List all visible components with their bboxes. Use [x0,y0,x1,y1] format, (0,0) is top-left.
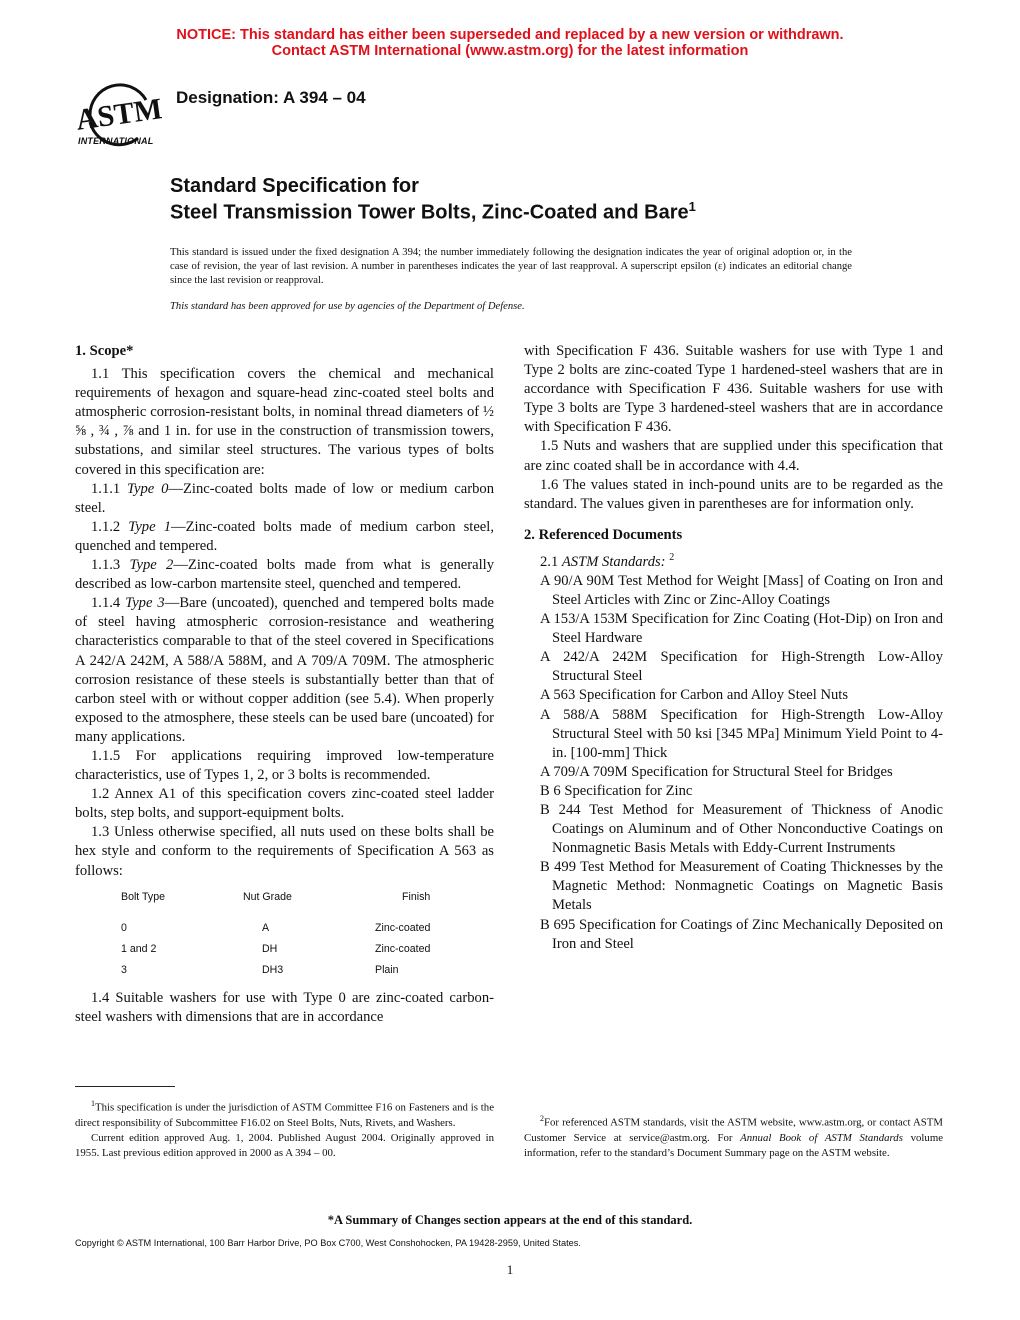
para-1-5: 1.5 Nuts and washers that are supplied under this specification that are zinc coated shall be in accordance with 4.4. [524,438,943,474]
footnote-ref: 2 [669,551,675,563]
footnote-marker: 2 [540,1114,544,1123]
title-footnote-ref: 1 [688,199,696,214]
table-cell: Plain [375,963,399,976]
table-header: Finish [402,890,431,903]
intro-paragraph: This standard is issued under the fixed designation A 394; the number immediately following the designation indicates the year of original adoption or, in the case of revision, the year of last revision. A number in parentheses indicates the year of last reapproval. A superscript epsilon (ε) indicates an editorial change since the last revision or reapproval. [170,247,852,286]
reference-item: B 244 Test Method for Measurement of Thickness of Anodic Coatings on Aluminum and of Other Nonconductive Coatings on Nonmagnetic Basis Metals with Eddy-Current Instruments [540,802,943,857]
footnote-2 [524,1111,943,1161]
title-line-2 [170,199,696,225]
footnote-text: This specification is under the jurisdiction of ASTM Committee F16 on Fasteners and is the direct responsibility of Subcommittee F16.02 on Steel Bolts, Nuts, Rivets, and Washers. [75,1101,494,1129]
footnote-1 [75,1096,494,1161]
logo-caption: INTERNATIONAL [78,136,154,146]
reference-item: A 90/A 90M Test Method for Weight [Mass] of Coating on Iron and Steel Articles with Zinc or Zinc-Alloy Coatings [540,572,943,608]
para-num: 1.1.3 [91,557,130,574]
para-num: 1.1.4 [91,595,126,612]
table-row [120,918,480,939]
table-cell: 0 [121,921,127,934]
para-1-1-1 [75,480,494,518]
table-header: Nut Grade [243,890,292,903]
intro-dod-note: This standard has been approved for use by agencies of the Department of Defense. [170,301,525,312]
type-label: Type 1 [128,518,171,535]
para-1-4-continued: with Specification F 436. Suitable washers for use with Type 1 and Type 2 bolts are zinc-coated Type 1 hardened-steel washers that are in accordance with Specification F 436. Suitable washers for use with Type 3 bolts are Type 3 hardened-steel washers that are in accordance with Specification F 436. [524,343,943,436]
footnote-text: Current edition approved Aug. 1, 2004. Published August 2004. Originally approved in 1955. Last previous edition approved in 2000 as A 394 – 00. [75,1131,494,1159]
reference-item: B 499 Test Method for Measurement of Coating Thicknesses by the Magnetic Method: Nonmagnetic Coatings on Magnetic Basis Metals [540,859,943,914]
notice-line-2: Contact ASTM International (www.astm.org) for the latest information [271,43,749,59]
reference-item: A 588/A 588M Specification for High-Strength Low-Alloy Structural Steel with 50 ksi [345 MPa] Minimum Yield Point to 4-in. [100-mm] Thick [540,706,943,761]
footnote-text: For referenced ASTM standards, visit the ASTM website, www.astm.org, or contact ASTM Customer Service at service@astm.org. For [524,1116,943,1144]
left-column [75,342,494,1027]
copyright: Copyright © ASTM International, 100 Barr Harbor Drive, PO Box C700, West Conshohocken, PA 19428-2959, United States. [75,1238,581,1248]
type-label: Type 0 [127,480,169,497]
reference-item: A 242/A 242M Specification for High-Strength Low-Alloy Structural Steel [540,649,943,685]
reference-item: A 563 Specification for Carbon and Alloy Steel Nuts [540,687,849,704]
table-row [120,939,480,960]
reference-item: A 709/A 709M Specification for Structural Steel for Bridges [540,763,893,780]
para-num: 1.1.2 [91,518,129,535]
table-cell: DH3 [262,963,284,976]
nut-table [120,887,480,981]
table-cell: 1 and 2 [121,942,157,955]
reference-list [524,572,943,954]
reference-item: B 6 Specification for Zinc [540,782,693,799]
table-cell: 3 [121,963,127,976]
para-1-4: 1.4 Suitable washers for use with Type 0 are zinc-coated carbon-steel washers with dimensions that are in accordance [75,989,494,1025]
para-num: 2.1 [540,553,562,570]
para-1-1-2 [75,518,494,556]
para-1-1: 1.1 This specification covers the chemical and mechanical requirements of hexagon and square-head zinc-coated steel bolts and atmospheric corrosion-resistant bolts, in nominal thread diameters of ½ ⅝ , ¾ , ⅞ and 1 in. for use in the construction of transmission towers, substations, and similar steel structures. The various types of bolts covered in this specification are: [75,366,494,478]
type-label: Type 3 [125,595,165,612]
para-1-1-3 [75,556,494,594]
title-text: Steel Transmission Tower Bolts, Zinc-Coated and Bare [170,201,689,224]
footnote-italic: Annual Book of ASTM Standards [740,1131,903,1144]
astm-standards-label: ASTM Standards: [561,553,666,570]
reference-item: A 153/A 153M Specification for Zinc Coating (Hot-Dip) on Iron and Steel Hardware [540,611,943,647]
footnote-rule [75,1086,175,1087]
table-cell: Zinc-coated [375,942,431,955]
title-line-1: Standard Specification for [170,175,419,197]
summary-note: *A Summary of Changes section appears at the end of this standard. [327,1213,693,1227]
para-2-1 [524,548,943,572]
para-num: 1.1.1 [91,480,127,497]
table-row [120,960,480,981]
type-label: Type 2 [129,557,174,574]
para-1-1-5: 1.1.5 For applications requiring improved low-temperature characteristics, use of Types 1, 2, or 3 bolts is recommended. [75,747,494,784]
astm-logo [76,72,162,150]
footnote-text: volume information, refer to the standard’s Document Summary page on the ASTM website. [524,1131,944,1159]
designation: Designation: A 394 – 04 [176,88,366,107]
table-cell: DH [262,942,278,955]
para-text: —Zinc-coated bolts made of medium carbon steel, quenched and tempered. [75,518,494,554]
reference-item: B 695 Specification for Coatings of Zinc Mechanically Deposited on Iron and Steel [540,916,943,952]
table-cell: A [262,921,270,934]
para-1-1-4 [75,594,494,747]
logo-letters: ASTM [76,92,162,137]
section-2-heading: 2. Referenced Documents [524,526,683,543]
page-number: 1 [506,1262,514,1277]
para-text: —Zinc-coated bolts made from what is generally described as low-carbon martensite steel, quenched and tempered. [75,557,494,593]
para-1-2: 1.2 Annex A1 of this specification covers zinc-coated steel ladder bolts, step bolts, and support-equipment bolts. [75,786,494,822]
table-header: Bolt Type [121,890,165,903]
table-cell: Zinc-coated [375,921,431,934]
footnote-marker: 1 [91,1099,95,1108]
para-text: —Zinc-coated bolts made of low or medium carbon steel. [75,480,495,516]
para-1-3: 1.3 Unless otherwise specified, all nuts used on these bolts shall be hex style and conform to the requirements of Specification A 563 as follows: [75,824,494,879]
para-text: —Bare (uncoated), quenched and tempered bolts made of steel having atmospheric corrosion-resistance and weathering characteristics comparable to that of the steel covered in Specifications A 242/A 242M, A 588/A 588M, and A 709/A 709M. The atmospheric corrosion resistance of these steels is substantially better than that of carbon steel with or without copper addition (see 5.4). When properly exposed to the atmosphere, these steels can be used bare (uncoated) for many applications. [75,595,495,745]
section-1-heading: 1. Scope* [75,343,134,359]
para-1-6: 1.6 The values stated in inch-pound units are to be regarded as the standard. The values given in parentheses are for information only. [524,476,943,512]
notice-line-1: NOTICE: This standard has either been superseded and replaced by a new version or withdrawn. [176,27,844,43]
right-column [524,342,943,954]
